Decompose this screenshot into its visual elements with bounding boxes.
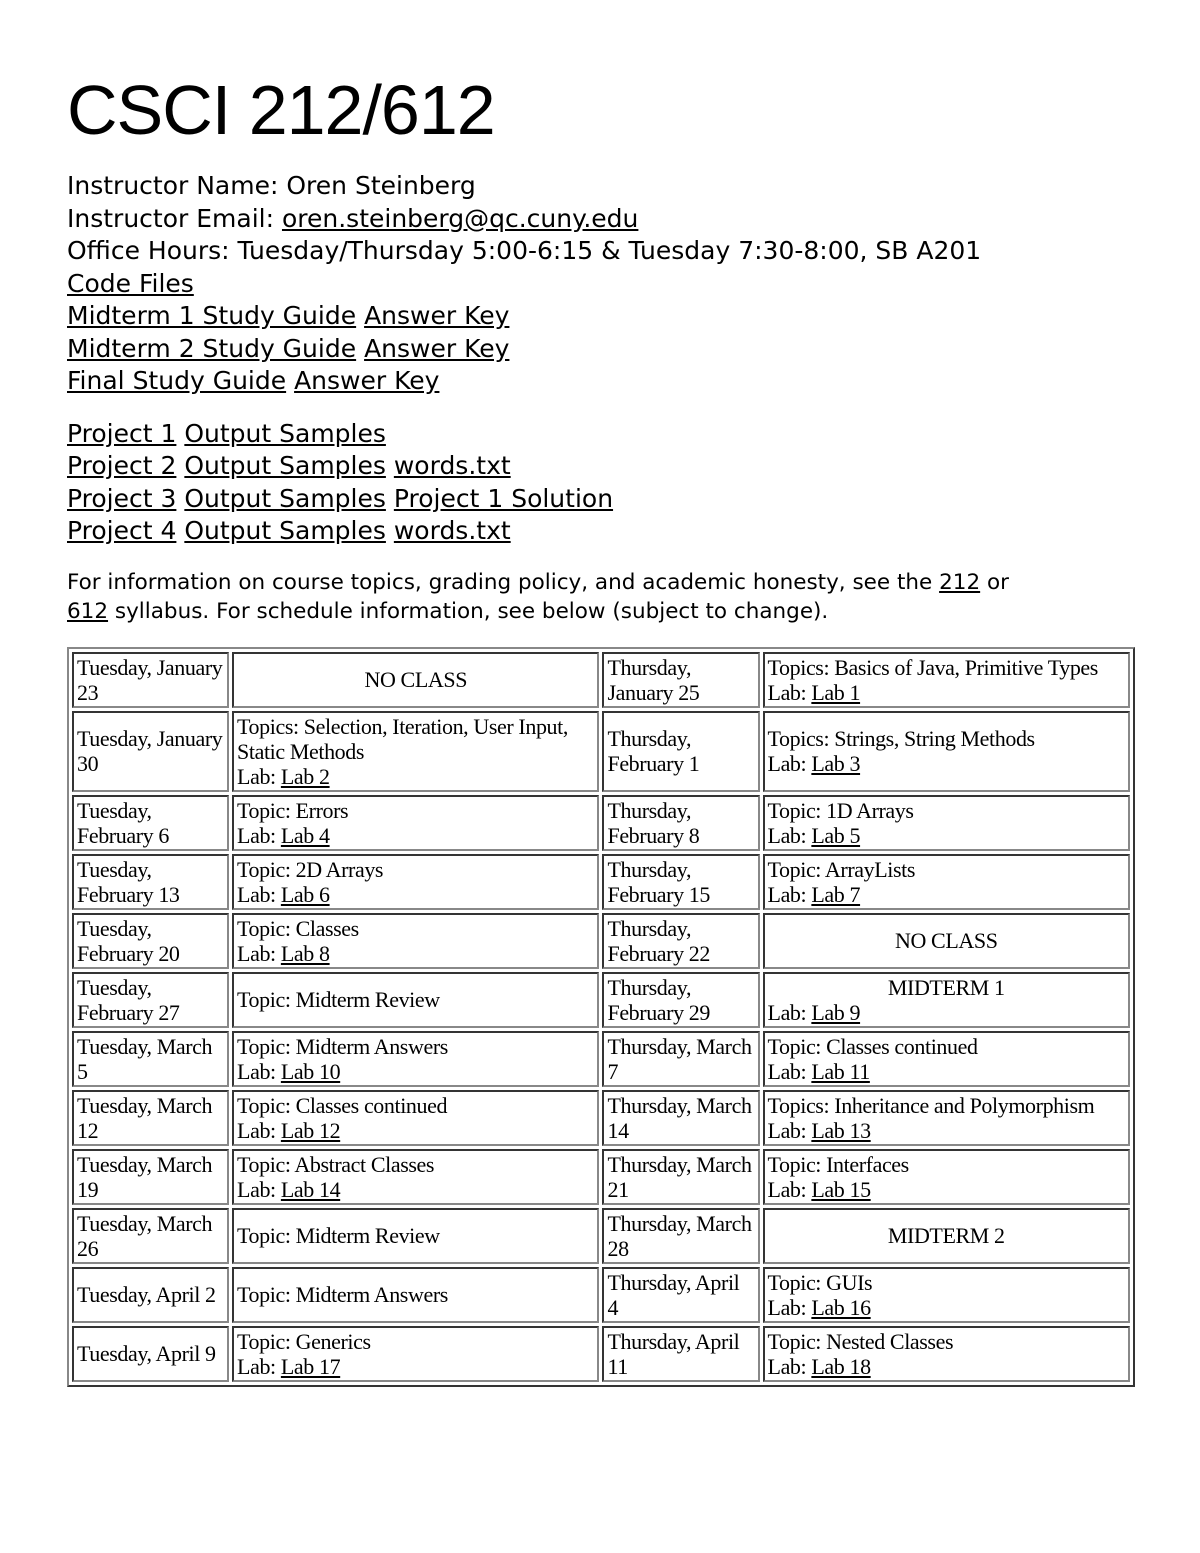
- thursday-date-cell: Thursday, March 14: [602, 1090, 759, 1146]
- code-files-link[interactable]: Code Files: [67, 268, 194, 298]
- lab-link[interactable]: Lab 13: [811, 1117, 871, 1143]
- lab-line: [768, 680, 1125, 705]
- lab-line: [237, 882, 594, 907]
- thursday-date-cell: Thursday, February 29: [602, 972, 759, 1028]
- tuesday-topic-cell: [232, 1031, 599, 1087]
- tuesday-topic-cell: [232, 972, 599, 1028]
- thursday-topic-cell: [763, 1031, 1130, 1087]
- thursday-topic-cell: [763, 1267, 1130, 1323]
- topic-text: MIDTERM 2: [887, 1223, 1005, 1248]
- topic-text: Topic: Midterm Answers: [237, 1282, 448, 1307]
- syllabus-note: [67, 568, 1137, 626]
- topic-text: Topic: Midterm Review: [237, 987, 440, 1012]
- lab-label: Lab:: [237, 881, 281, 907]
- project-link[interactable]: Project 3: [67, 483, 177, 513]
- thursday-date-cell: Thursday, April 4: [602, 1267, 759, 1323]
- final-answer-key-link[interactable]: Answer Key: [294, 366, 440, 395]
- lab-link[interactable]: Lab 10: [280, 1058, 341, 1084]
- project-line: [67, 418, 1137, 451]
- topic-text: Topic: 2D Arrays: [237, 856, 384, 882]
- output-samples-link[interactable]: Output Samples: [184, 451, 386, 480]
- lab-label: Lab:: [767, 1294, 812, 1320]
- thursday-topic-cell: [763, 652, 1130, 708]
- topic-text: Topic: GUIs: [767, 1269, 873, 1295]
- page-title: CSCI 212/612: [67, 71, 495, 149]
- project-extra-link[interactable]: words.txt: [393, 516, 511, 545]
- schedule-row: [72, 1149, 1130, 1205]
- lab-label: Lab:: [767, 1117, 812, 1143]
- tuesday-topic-cell: [232, 1267, 599, 1323]
- thursday-topic-cell: [763, 1149, 1130, 1205]
- thursday-date-cell: Thursday, February 8: [602, 795, 759, 851]
- lab-link[interactable]: Lab 1: [811, 679, 861, 705]
- tuesday-date-cell: Tuesday, March 19: [72, 1149, 229, 1205]
- schedule-row: [72, 972, 1130, 1028]
- tuesday-date-cell: Tuesday, April 2: [72, 1267, 229, 1323]
- lab-link[interactable]: Lab 15: [811, 1176, 871, 1202]
- thursday-topic-cell: [763, 913, 1130, 969]
- thursday-topic-cell: [763, 795, 1130, 851]
- schedule-row: [72, 1326, 1130, 1382]
- schedule-body: [72, 652, 1130, 1382]
- lab-label: Lab:: [237, 1176, 281, 1202]
- project-line: [67, 483, 1137, 516]
- note-or: or: [980, 569, 1009, 595]
- thursday-topic-cell: [763, 854, 1130, 910]
- thursday-date-cell: Thursday, April 11: [602, 1326, 759, 1382]
- tuesday-date-cell: Tuesday, January 23: [72, 652, 229, 708]
- thursday-date-cell: Thursday, January 25: [602, 652, 759, 708]
- instructor-email-line: [67, 203, 1137, 236]
- tuesday-topic-cell: [232, 711, 599, 792]
- project-link[interactable]: Project 2: [67, 451, 177, 480]
- tuesday-date-cell: Tuesday, January 30: [72, 711, 229, 792]
- lab-line: [237, 1059, 594, 1084]
- project-line: [67, 450, 1137, 483]
- lab-label: Lab:: [237, 1058, 281, 1084]
- schedule-row: [72, 1267, 1130, 1323]
- lab-line: [768, 823, 1125, 848]
- schedule-row: [72, 1031, 1130, 1087]
- lab-line: [237, 1354, 594, 1379]
- topic-text: Topics: Inheritance and Polymorphism: [767, 1092, 1095, 1118]
- topic-text: Topic: Midterm Review: [237, 1223, 440, 1248]
- topic-text: Topic: Classes continued: [237, 1092, 448, 1118]
- topic-text: Topics: Strings, String Methods: [767, 726, 1035, 751]
- project-extra-link[interactable]: words.txt: [393, 451, 511, 480]
- project-link[interactable]: Project 4: [67, 516, 177, 545]
- tuesday-topic-cell: [232, 1149, 599, 1205]
- topic-text: NO CLASS: [894, 928, 998, 953]
- output-samples-link[interactable]: Output Samples: [184, 516, 386, 545]
- topic-text: Topics: Basics of Java, Primitive Types: [767, 654, 1098, 680]
- thursday-topic-cell: [763, 1326, 1130, 1382]
- schedule-row: [72, 711, 1130, 792]
- final-line: [67, 365, 1137, 398]
- project-link[interactable]: Project 1: [67, 418, 177, 448]
- lab-link[interactable]: Lab 3: [811, 751, 861, 776]
- lab-label: Lab:: [767, 999, 812, 1025]
- instructor-email-label: Instructor Email:: [67, 203, 282, 233]
- course-info: [67, 170, 1137, 548]
- page: [67, 70, 1137, 1387]
- lab-line: [237, 823, 594, 848]
- topic-text: NO CLASS: [364, 667, 468, 692]
- lab-link[interactable]: Lab 6: [280, 881, 330, 907]
- topic-text: Topic: ArrayLists: [767, 856, 915, 882]
- lab-line: [237, 941, 594, 966]
- thursday-topic-cell: [763, 711, 1130, 792]
- output-samples-link[interactable]: Output Samples: [184, 418, 386, 448]
- schedule-row: [72, 1208, 1130, 1264]
- lab-label: Lab:: [767, 1353, 812, 1379]
- lab-label: Lab:: [767, 822, 812, 848]
- thursday-date-cell: Thursday, March 7: [602, 1031, 759, 1087]
- lab-label: Lab:: [767, 1058, 812, 1084]
- instructor-name-line: [67, 170, 1137, 203]
- midterm2-line: [67, 333, 1137, 366]
- syllabus-212-link[interactable]: 212: [939, 569, 981, 595]
- lab-line: [768, 1118, 1125, 1143]
- topic-text: Topic: Classes: [237, 915, 359, 941]
- topic-text: Topic: Errors: [237, 797, 349, 823]
- lab-line: [768, 1059, 1125, 1084]
- topic-text: Topic: Generics: [237, 1328, 371, 1354]
- schedule-row: [72, 854, 1130, 910]
- tuesday-topic-cell: [232, 1326, 599, 1382]
- tuesday-topic-cell: [232, 913, 599, 969]
- lab-link[interactable]: Lab 16: [811, 1294, 871, 1320]
- lab-link[interactable]: Lab 4: [280, 822, 330, 848]
- midterm1-line: [67, 300, 1137, 333]
- tuesday-date-cell: Tuesday, February 27: [72, 972, 229, 1028]
- lab-link[interactable]: Lab 12: [280, 1117, 341, 1143]
- lab-label: Lab:: [237, 1117, 281, 1143]
- schedule-row: [72, 652, 1130, 708]
- schedule-row: [72, 1090, 1130, 1146]
- thursday-date-cell: Thursday, February 1: [602, 711, 759, 792]
- lab-link[interactable]: Lab 17: [280, 1353, 341, 1379]
- lab-line: [237, 1177, 594, 1202]
- note-text-1: For information on course topics, grading policy, and academic honesty, see the: [67, 569, 940, 595]
- lab-line: [768, 1354, 1125, 1379]
- lab-link[interactable]: Lab 14: [280, 1176, 341, 1202]
- project-line: [67, 515, 1137, 548]
- tuesday-topic-cell: [232, 795, 599, 851]
- lab-line: [768, 1000, 1125, 1025]
- tuesday-date-cell: Tuesday, April 9: [72, 1326, 229, 1382]
- midterm1-study-guide-link[interactable]: Midterm 1 Study Guide: [67, 301, 357, 330]
- thursday-date-cell: Thursday, February 15: [602, 854, 759, 910]
- instructor-name-label: Instructor Name:: [67, 171, 287, 200]
- thursday-topic-cell: [763, 972, 1130, 1028]
- lab-label: Lab:: [767, 751, 812, 776]
- tuesday-date-cell: Tuesday, March 26: [72, 1208, 229, 1264]
- schedule-row: [72, 913, 1130, 969]
- lab-link[interactable]: Lab 18: [811, 1353, 871, 1379]
- instructor-email-link[interactable]: oren.steinberg@qc.cuny.edu: [281, 203, 639, 233]
- topic-text: Topic: 1D Arrays: [767, 797, 914, 823]
- thursday-topic-cell: [763, 1090, 1130, 1146]
- tuesday-topic-cell: [232, 854, 599, 910]
- lab-label: Lab:: [237, 1353, 281, 1379]
- tuesday-date-cell: Tuesday, March 12: [72, 1090, 229, 1146]
- spacer: [67, 398, 1137, 418]
- thursday-topic-cell: [763, 1208, 1130, 1264]
- lab-label: Lab:: [767, 1176, 812, 1202]
- lab-label: Lab:: [237, 940, 281, 966]
- lab-line: [768, 1295, 1125, 1320]
- topic-text: Topics: Selection, Iteration, User Input, Static Methods: [237, 713, 568, 764]
- thursday-date-cell: Thursday, March 28: [602, 1208, 759, 1264]
- topic-text: MIDTERM 1: [887, 974, 1005, 1000]
- lab-link[interactable]: Lab 9: [811, 999, 861, 1025]
- lab-label: Lab:: [767, 679, 812, 705]
- tuesday-topic-cell: [232, 1208, 599, 1264]
- lab-line: [768, 751, 1125, 776]
- syllabus-612-link[interactable]: 612: [67, 598, 109, 624]
- lab-link[interactable]: Lab 11: [811, 1058, 870, 1084]
- topic-text: Topic: Classes continued: [767, 1033, 978, 1059]
- midterm1-answer-key-link[interactable]: Answer Key: [364, 301, 510, 330]
- schedule-table: [67, 647, 1135, 1387]
- topic-text: Topic: Interfaces: [767, 1151, 909, 1177]
- lab-line: [768, 1177, 1125, 1202]
- midterm2-answer-key-link[interactable]: Answer Key: [364, 333, 510, 363]
- midterm2-study-guide-link[interactable]: Midterm 2 Study Guide: [67, 333, 357, 363]
- lab-link[interactable]: Lab 7: [811, 881, 861, 907]
- tuesday-date-cell: Tuesday, March 5: [72, 1031, 229, 1087]
- tuesday-topic-cell: [232, 1090, 599, 1146]
- final-study-guide-link[interactable]: Final Study Guide: [67, 366, 287, 395]
- schedule-row: [72, 795, 1130, 851]
- lab-line: [768, 882, 1125, 907]
- tuesday-topic-cell: [232, 652, 599, 708]
- tuesday-date-cell: Tuesday, February 20: [72, 913, 229, 969]
- project-list: [67, 418, 1137, 548]
- output-samples-link[interactable]: Output Samples: [184, 483, 386, 513]
- note-text-2: syllabus. For schedule information, see below (subject to change).: [108, 598, 829, 624]
- topic-text: Topic: Abstract Classes: [237, 1151, 435, 1177]
- thursday-date-cell: Thursday, February 22: [602, 913, 759, 969]
- lab-label: Lab:: [767, 881, 812, 907]
- code-files-line: [67, 268, 1137, 301]
- lab-label: Lab:: [237, 822, 281, 848]
- lab-link[interactable]: Lab 2: [280, 763, 330, 789]
- topic-text: Topic: Midterm Answers: [237, 1033, 448, 1059]
- lab-link[interactable]: Lab 8: [280, 940, 330, 966]
- tuesday-date-cell: Tuesday, February 13: [72, 854, 229, 910]
- instructor-name: Oren Steinberg: [286, 171, 476, 200]
- office-hours: Office Hours: Tuesday/Thursday 5:00-6:15 & Tuesday 7:30-8:00, SB A201: [67, 236, 982, 265]
- lab-link[interactable]: Lab 5: [811, 822, 861, 848]
- lab-line: [237, 1118, 594, 1143]
- lab-line: [237, 764, 594, 789]
- lab-label: Lab:: [237, 763, 281, 789]
- topic-text: Topic: Nested Classes: [767, 1328, 954, 1354]
- thursday-date-cell: Thursday, March 21: [602, 1149, 759, 1205]
- project-extra-link[interactable]: Project 1 Solution: [393, 483, 614, 513]
- tuesday-date-cell: Tuesday, February 6: [72, 795, 229, 851]
